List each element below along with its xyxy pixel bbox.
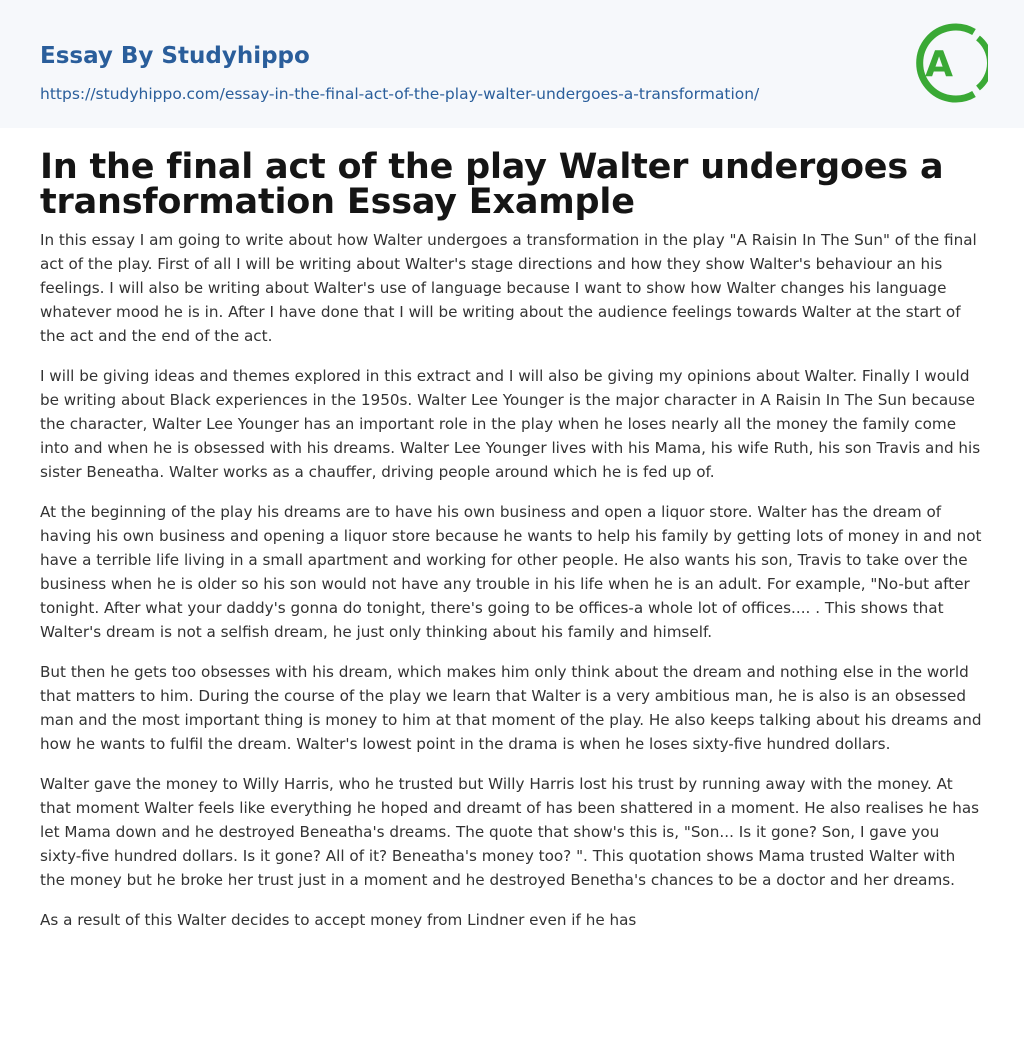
paragraph-4: But then he gets too obsesses with his dream, which makes him only think about the dream and nothing else in the world that matters to him. During the course of the play we learn that Walter is a very ambitious man, he is also is an obsessed man and the most important thing is money to him at that moment of the play. He also keeps talking about his dreams and how he wants to fulfil the dream. Walter's lowest point in the drama is when he loses sixty-five hundred dollars. — [40, 663, 982, 753]
paragraph-3: At the beginning of the play his dreams are to have his own business and open a liquor store. Walter has the dream of having his own business and opening a liquor store because he wants to help his family by getting lots of money in and not have a terrible life living in a small apartment and working for other people. He also wants his son, Travis to take over the business when he is older so his son would not have any trouble in his life when he is an adult. For example, "No-but after tonight. After what your daddy's gonna do tonight, there's going to be offices-a whole lot of offices.... . This shows that Walter's dream is not a selfish dream, he just only thinking about his family and himself. — [40, 503, 982, 641]
paragraph-5: Walter gave the money to Willy Harris, who he trusted but Willy Harris lost his trust by running away with the money. At that moment Walter feels like everything he hoped and dreamt of has been shattered in a moment. He also realises he has let Mama down and he destroyed Beneatha's dreams. The quote that show's this is, "Son... Is it gone? Son, I gave you sixty-five hundred dollars. Is it gone? All of it? Beneatha's money too? ". This quotation shows Mama trusted Walter with the money but he broke her trust just in a moment and he destroyed Benetha's chances to be a doctor and her dreams. — [40, 775, 980, 889]
site-header — [0, 0, 1024, 128]
paragraph-1: In this essay I am going to write about how Walter undergoes a transformation in the play "A Raisin In The Sun" of the final act of the play. First of all I will be writing about Walter's stage directions and how they show Walter's behaviour an his feelings. I will also be writing about Walter's use of language because I want to show how Walter changes his language whatever mood he is in. After I have done that I will be writing about the audience feelings towards Walter at the start of the act and the end of the act. — [40, 231, 977, 345]
site-brand[interactable]: Essay By Studyhippo — [40, 43, 310, 69]
logo-letter: A — [925, 44, 953, 85]
article — [40, 128, 984, 932]
paragraph-2: I will be giving ideas and themes explored in this extract and I will also be giving my opinions about Walter. Finally I would be writing about Black experiences in the 1950s. Walter Lee Younger is the major character in A Raisin In The Sun because the character, Walter Lee Younger has an important role in the play when he loses nearly all the money the family come into and when he is obsessed with his dreams. Walter Lee Younger lives with his Mama, his wife Ruth, his son Travis and his sister Beneatha. Walter works as a chauffer, driving people around which he is fed up of. — [40, 367, 981, 481]
paragraph-6: As a result of this Walter decides to accept money from Lindner even if he has — [40, 911, 637, 929]
studyhippo-logo-icon[interactable] — [912, 20, 988, 106]
article-body — [40, 228, 984, 932]
article-url-link[interactable]: https://studyhippo.com/essay-in-the-final-act-of-the-play-walter-undergoes-a-transformation/ — [40, 85, 760, 103]
article-title: In the final act of the play Walter undergoes a transformation Essay Example — [40, 147, 944, 222]
